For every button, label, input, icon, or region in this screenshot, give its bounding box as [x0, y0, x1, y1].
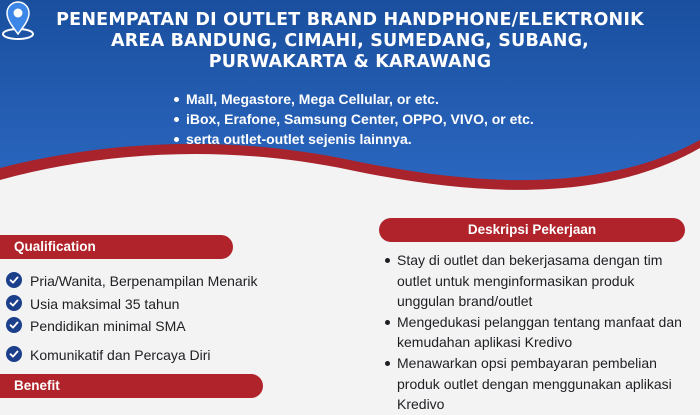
job-description-heading: Deskripsi Pekerjaan: [379, 218, 685, 242]
qualification-heading: Qualification: [0, 235, 233, 259]
check-circle-icon: [6, 295, 22, 311]
qualification-text: Usia maksimal 35 tahun: [30, 296, 180, 312]
list-item: iBox, Erafone, Samsung Center, OPPO, VIVO, or etc.: [172, 109, 534, 129]
job-description-list: [383, 250, 688, 415]
list-item: Menawarkan opsi pembayaran pembelian produk outlet dengan menggunakan aplikasi Kredivo: [383, 353, 688, 415]
list-item: Mall, Megastore, Mega Cellular, or etc.: [172, 89, 534, 109]
location-list: [172, 89, 534, 149]
qualification-text: Pendidikan minimal SMA: [30, 318, 186, 334]
benefit-heading: Benefit: [0, 374, 263, 398]
hero-banner: [0, 0, 700, 200]
list-item: Mengedukasi pelanggan tentang manfaat dan kemudahan aplikasi Kredivo: [383, 312, 688, 353]
hero-title-line: PENEMPATAN DI OUTLET BRAND HANDPHONE/ELEKTRONIK: [56, 10, 644, 30]
hero-title-line: PURWAKARTA & KARAWANG: [208, 52, 492, 72]
list-item: serta outlet-outlet sejenis lainnya.: [172, 129, 534, 149]
qualification-text: Komunikatif dan Percaya Diri: [30, 347, 211, 363]
hero-title-line: AREA BANDUNG, CIMAHI, SUMEDANG, SUBANG,: [111, 31, 589, 51]
location-pin-icon: [0, 0, 36, 40]
qualification-text: Pria/Wanita, Berpenampilan Menarik: [30, 273, 258, 289]
list-item: Stay di outlet dan bekerjasama dengan tim outlet untuk menginformasikan produk unggulan brand/outlet: [383, 250, 688, 312]
check-circle-icon: [6, 346, 22, 362]
check-circle-icon: [6, 272, 22, 288]
check-circle-icon: [6, 317, 22, 333]
hero-title: [0, 10, 700, 73]
